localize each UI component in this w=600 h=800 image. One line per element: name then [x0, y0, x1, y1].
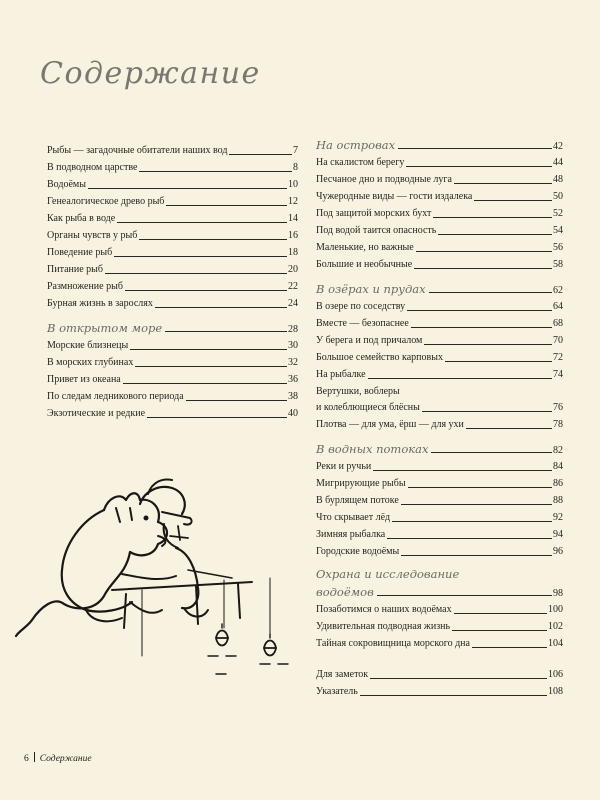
toc-entry-title: На скалистом берегу	[316, 157, 405, 168]
toc-entry-title: В бурлящем потоке	[316, 495, 399, 506]
toc-entry[interactable]	[47, 293, 298, 310]
footer-separator	[34, 752, 35, 762]
toc-leader-line	[407, 310, 552, 311]
toc-entry-page: 44	[553, 157, 563, 168]
toc-entry-title: Указатель	[316, 686, 358, 697]
toc-section-title-line2: водоёмов	[316, 585, 374, 599]
toc-leader-line	[392, 521, 552, 522]
toc-entry-title: Плотва — для ума, ёрш — для ухи	[316, 419, 464, 430]
toc-entry-title: В морских глубинах	[47, 357, 134, 368]
toc-entry[interactable]	[47, 335, 298, 352]
toc-section-page: 28	[288, 324, 298, 335]
toc-leader-line	[424, 344, 552, 345]
toc-entry[interactable]	[47, 208, 298, 225]
toc-entry-page: 74	[553, 369, 563, 380]
toc-entry-title: Размножение рыб	[47, 281, 123, 292]
toc-entry-page: 76	[553, 402, 563, 413]
toc-leader-line	[466, 428, 552, 429]
toc-entry[interactable]	[316, 254, 563, 271]
toc-entry-page: 24	[288, 298, 298, 309]
toc-entry[interactable]	[316, 507, 563, 524]
toc-entry-page: 88	[553, 495, 563, 506]
toc-entry-page: 38	[288, 391, 298, 402]
toc-entry[interactable]	[316, 203, 563, 220]
toc-section-heading[interactable]	[316, 135, 563, 152]
toc-entry-title: Большие и необычные	[316, 259, 413, 270]
toc-leader-line	[454, 183, 552, 184]
toc-entry-page: 18	[288, 247, 298, 258]
toc-entry-title: В озере по соседству	[316, 301, 406, 312]
toc-spacer	[316, 650, 563, 664]
toc-entry-page: 40	[288, 408, 298, 419]
toc-entry-page: 32	[288, 357, 298, 368]
toc-leader-line	[114, 256, 287, 257]
toc-entry-title: Экзотические и редкие	[47, 408, 146, 419]
toc-entry-title: Для заметок	[316, 669, 369, 680]
toc-entry-title: Питание рыб	[47, 264, 103, 275]
toc-entry[interactable]	[316, 347, 563, 364]
toc-entry-title: Бурная жизнь в зарослях	[47, 298, 153, 309]
toc-entry[interactable]	[47, 259, 298, 276]
toc-entry[interactable]	[316, 330, 563, 347]
toc-entry[interactable]	[47, 352, 298, 369]
toc-entry-title: Морские близнецы	[47, 340, 129, 351]
toc-entry-title: Водоёмы	[47, 179, 86, 190]
toc-entry-title: По следам ледникового периода	[47, 391, 184, 402]
toc-entry-page: 56	[553, 242, 563, 253]
toc-entry-page: 104	[548, 638, 563, 649]
toc-entry-page: 52	[553, 208, 563, 219]
toc-entry-title: Зимняя рыбалка	[316, 529, 386, 540]
toc-entry[interactable]	[316, 296, 563, 313]
toc-entry[interactable]	[316, 414, 563, 431]
toc-leader-line	[139, 171, 292, 172]
moomin-fishing-illustration	[12, 478, 312, 698]
toc-left-column	[47, 140, 298, 420]
page-footer	[24, 752, 92, 764]
toc-entry-title-line2: и колеблющиеся блёсны	[316, 402, 420, 413]
toc-leader-line	[429, 292, 552, 293]
toc-section-title-line1: Охрана и исследование	[316, 567, 460, 581]
toc-entry[interactable]	[316, 456, 563, 473]
toc-entry[interactable]	[47, 140, 298, 157]
toc-entry[interactable]	[316, 364, 563, 381]
toc-leader-line	[408, 487, 552, 488]
toc-entry-page: 94	[553, 529, 563, 540]
toc-leader-line	[414, 268, 552, 269]
toc-entry[interactable]	[316, 169, 563, 186]
toc-leader-line	[125, 290, 287, 291]
toc-leader-line	[139, 239, 287, 240]
toc-entry-title: Как рыба в воде	[47, 213, 116, 224]
toc-entry-page: 14	[288, 213, 298, 224]
toc-entry-title: Поведение рыб	[47, 247, 113, 258]
toc-section-heading[interactable]	[47, 318, 298, 335]
toc-section-heading[interactable]	[316, 439, 563, 456]
toc-entry-title: Привет из океана	[47, 374, 121, 385]
toc-leader-line	[433, 217, 552, 218]
toc-entry-title: Генеалогическое древо рыб	[47, 196, 165, 207]
toc-leader-line	[438, 234, 552, 235]
toc-leader-line	[147, 417, 287, 418]
toc-entry[interactable]	[316, 490, 563, 507]
toc-entry[interactable]	[316, 599, 563, 616]
toc-section-title: В открытом море	[47, 321, 163, 335]
toc-entry-page: 108	[548, 686, 563, 697]
toc-entry-page: 86	[553, 478, 563, 489]
toc-entry-title: В подводном царстве	[47, 162, 138, 173]
toc-leader-line	[373, 470, 552, 471]
toc-entry-page: 48	[553, 174, 563, 185]
toc-leader-line	[472, 647, 547, 648]
toc-entry-page: 12	[288, 196, 298, 207]
toc-section-line2	[316, 583, 563, 599]
toc-section-heading[interactable]	[316, 567, 563, 599]
toc-entry-page: 72	[553, 352, 563, 363]
toc-entry-page: 20	[288, 264, 298, 275]
toc-entry[interactable]	[316, 616, 563, 633]
toc-entry[interactable]	[47, 191, 298, 208]
toc-leader-line	[105, 273, 287, 274]
toc-entry-page: 70	[553, 335, 563, 346]
toc-entry[interactable]	[316, 633, 563, 650]
toc-entry-title: Что скрывает лёд	[316, 512, 391, 523]
toc-entry-page: 84	[553, 461, 563, 472]
toc-leader-line	[431, 452, 552, 453]
toc-leader-line	[360, 695, 547, 696]
toc-entry-title: Чужеродные виды — гости издалека	[316, 191, 473, 202]
footer-page-number: 6	[24, 754, 29, 764]
page-title: Содержание	[40, 56, 261, 91]
toc-entry[interactable]	[316, 220, 563, 237]
toc-leader-line	[398, 148, 552, 149]
toc-leader-line	[155, 307, 287, 308]
toc-entry[interactable]	[316, 524, 563, 541]
toc-entry-title: Удивительная подводная жизнь	[316, 621, 451, 632]
toc-entry-page: 96	[553, 546, 563, 557]
toc-entry-page: 7	[293, 145, 298, 156]
toc-section-page: 82	[553, 445, 563, 456]
toc-leader-line	[411, 327, 552, 328]
toc-entry[interactable]	[316, 313, 563, 330]
toc-entry-page: 106	[548, 669, 563, 680]
toc-leader-line	[135, 366, 287, 367]
toc-entry-page: 22	[288, 281, 298, 292]
toc-entry-title: Под защитой морских бухт	[316, 208, 432, 219]
toc-entry[interactable]	[316, 237, 563, 254]
toc-entry-title: Вместе — безопаснее	[316, 318, 409, 329]
toc-entry-page: 100	[548, 604, 563, 615]
toc-entry-title: Песчаное дно и подводные луга	[316, 174, 452, 185]
toc-leader-line	[88, 188, 287, 189]
toc-leader-line	[166, 205, 287, 206]
toc-entry[interactable]	[316, 664, 563, 681]
toc-leader-line	[229, 154, 292, 155]
toc-entry-page: 92	[553, 512, 563, 523]
toc-entry-title: Мигрирующие рыбы	[316, 478, 406, 489]
toc-leader-line	[368, 378, 552, 379]
toc-entry-page: 58	[553, 259, 563, 270]
toc-entry-title: Под водой таится опасность	[316, 225, 437, 236]
toc-entry-title: Тайная сокровищница морского дна	[316, 638, 470, 649]
toc-leader-line	[387, 538, 552, 539]
toc-entry[interactable]	[47, 369, 298, 386]
toc-entry-line2	[316, 398, 563, 414]
toc-entry-page: 16	[288, 230, 298, 241]
toc-entry-page: 54	[553, 225, 563, 236]
toc-section-page: 62	[553, 285, 563, 296]
toc-entry-page: 10	[288, 179, 298, 190]
toc-entry-title: Реки и ручьи	[316, 461, 372, 472]
toc-entry-page: 68	[553, 318, 563, 329]
toc-leader-line	[123, 383, 287, 384]
toc-entry-title: Позаботимся о наших водоёмах	[316, 604, 452, 615]
toc-section-page: 98	[553, 588, 563, 599]
toc-entry[interactable]	[316, 681, 563, 698]
toc-entry-title: Рыбы — загадочные обитатели наших вод	[47, 145, 228, 156]
toc-leader-line	[454, 613, 547, 614]
toc-entry-title: Большое семейство карповых	[316, 352, 443, 363]
toc-section-heading[interactable]	[316, 279, 563, 296]
toc-leader-line	[370, 678, 547, 679]
toc-entry-title: Органы чувств у рыб	[47, 230, 138, 241]
toc-leader-line	[165, 331, 287, 332]
toc-entry[interactable]	[47, 386, 298, 403]
toc-entry-title: На рыбалке	[316, 369, 366, 380]
toc-entry[interactable]	[47, 225, 298, 242]
toc-leader-line	[377, 595, 552, 596]
toc-entry[interactable]	[316, 152, 563, 169]
toc-leader-line	[130, 349, 287, 350]
toc-entry-page: 8	[293, 162, 298, 173]
toc-section-title: В озёрах и прудах	[316, 282, 426, 296]
toc-entry-title: Городские водоёмы	[316, 546, 400, 557]
toc-leader-line	[416, 251, 552, 252]
toc-entry-page: 50	[553, 191, 563, 202]
toc-leader-line	[401, 555, 552, 556]
toc-entry-page: 78	[553, 419, 563, 430]
toc-entry[interactable]	[316, 473, 563, 490]
toc-leader-line	[452, 630, 547, 631]
toc-section-title: На островах	[316, 138, 396, 152]
toc-entry[interactable]	[47, 242, 298, 259]
toc-entry[interactable]	[47, 403, 298, 420]
toc-leader-line	[401, 504, 552, 505]
toc-entry[interactable]	[47, 157, 298, 174]
toc-entry-title: Маленькие, но важные	[316, 242, 414, 253]
toc-entry-page: 102	[548, 621, 563, 632]
toc-entry[interactable]	[316, 381, 563, 414]
toc-entry[interactable]	[316, 186, 563, 203]
toc-leader-line	[474, 200, 552, 201]
toc-right-column	[316, 135, 563, 698]
toc-section-title: В водных потоках	[316, 442, 429, 456]
toc-leader-line	[445, 361, 552, 362]
toc-leader-line	[422, 411, 552, 412]
toc-leader-line	[117, 222, 287, 223]
toc-entry-page: 36	[288, 374, 298, 385]
toc-leader-line	[406, 166, 552, 167]
toc-entry-title-line1: Вертушки, воблеры	[316, 386, 400, 397]
toc-entry[interactable]	[47, 174, 298, 191]
toc-entry[interactable]	[47, 276, 298, 293]
toc-entry[interactable]	[316, 541, 563, 558]
toc-entry-page: 64	[553, 301, 563, 312]
toc-entry-title: У берега и под причалом	[316, 335, 423, 346]
toc-entry-page: 30	[288, 340, 298, 351]
toc-section-page: 42	[553, 141, 563, 152]
footer-title: Содержание	[39, 754, 92, 764]
toc-leader-line	[186, 400, 287, 401]
